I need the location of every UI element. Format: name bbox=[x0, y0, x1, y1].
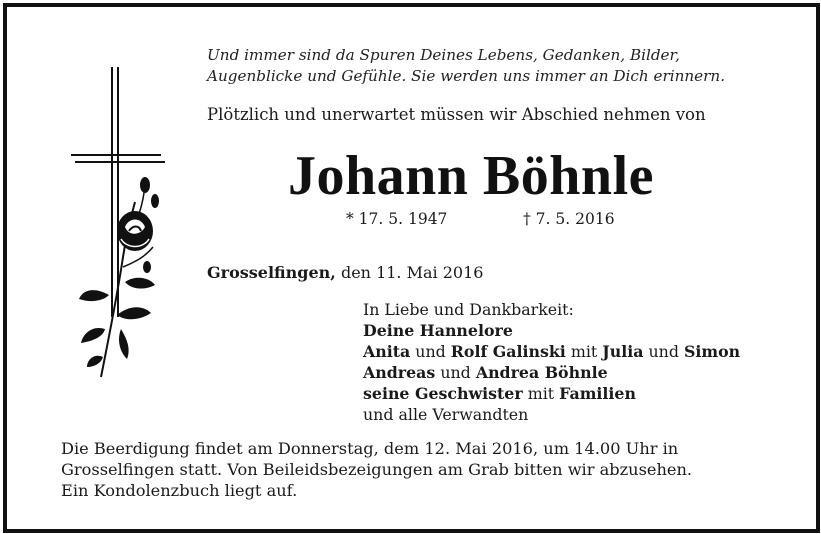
quote-line-1: Und immer sind da Spuren Deines Lebens, Gedanken, Bilder, bbox=[207, 46, 680, 64]
mourner-name: Andreas bbox=[363, 363, 436, 382]
announcement-intro: Plötzlich und unerwartet müssen wir Abschied nehmen von bbox=[207, 105, 706, 124]
obituary-frame bbox=[3, 3, 820, 533]
funeral-notice bbox=[61, 438, 781, 501]
deceased-name: Johann Böhnle bbox=[288, 145, 654, 207]
connector-text: und bbox=[435, 363, 476, 382]
mourner-line bbox=[363, 320, 740, 341]
place-name: Grosselfingen, bbox=[207, 263, 336, 282]
mourner-name: Deine Hannelore bbox=[363, 321, 513, 340]
mourner-name: Simon bbox=[683, 342, 741, 361]
mourner-line bbox=[363, 362, 740, 383]
announcement-date: den 11. Mai 2016 bbox=[335, 263, 484, 282]
mourner-line bbox=[363, 341, 740, 362]
cross-with-rose-icon bbox=[65, 67, 175, 387]
mourner-name: Anita bbox=[363, 342, 411, 361]
connector-text: mit bbox=[522, 384, 560, 403]
birth-date: * 17. 5. 1947 bbox=[346, 210, 448, 228]
notice-line-1: Die Beerdigung findet am Donnerstag, dem 12. Mai 2016, um 14.00 Uhr in bbox=[61, 439, 679, 458]
mourners-list bbox=[363, 299, 740, 425]
connector-text: und bbox=[643, 342, 684, 361]
quote-line-2: Augenblicke und Gefühle. Sie werden uns immer an Dich erinnern. bbox=[207, 67, 726, 85]
connector-text: und bbox=[410, 342, 451, 361]
mourner-line bbox=[363, 383, 740, 404]
mourner-name: Rolf Galinski bbox=[450, 342, 566, 361]
place-and-date bbox=[207, 263, 483, 282]
notice-line-2: Grosselfingen statt. Von Beileidsbezeigungen am Grab bitten wir abzusehen. bbox=[61, 460, 693, 479]
mourner-name: Julia bbox=[602, 342, 644, 361]
mourners-intro: In Liebe und Dankbarkeit: bbox=[363, 300, 574, 319]
death-date: † 7. 5. 2016 bbox=[523, 210, 615, 228]
mourner-line: und alle Verwandten bbox=[363, 405, 529, 424]
mourner-name: Familien bbox=[559, 384, 636, 403]
mourner-name: seine Geschwister bbox=[363, 384, 523, 403]
connector-text: mit bbox=[565, 342, 603, 361]
memorial-quote bbox=[207, 45, 807, 87]
notice-line-3: Ein Kondolenzbuch liegt auf. bbox=[61, 481, 298, 500]
mourner-name: Andrea Böhnle bbox=[475, 363, 608, 382]
